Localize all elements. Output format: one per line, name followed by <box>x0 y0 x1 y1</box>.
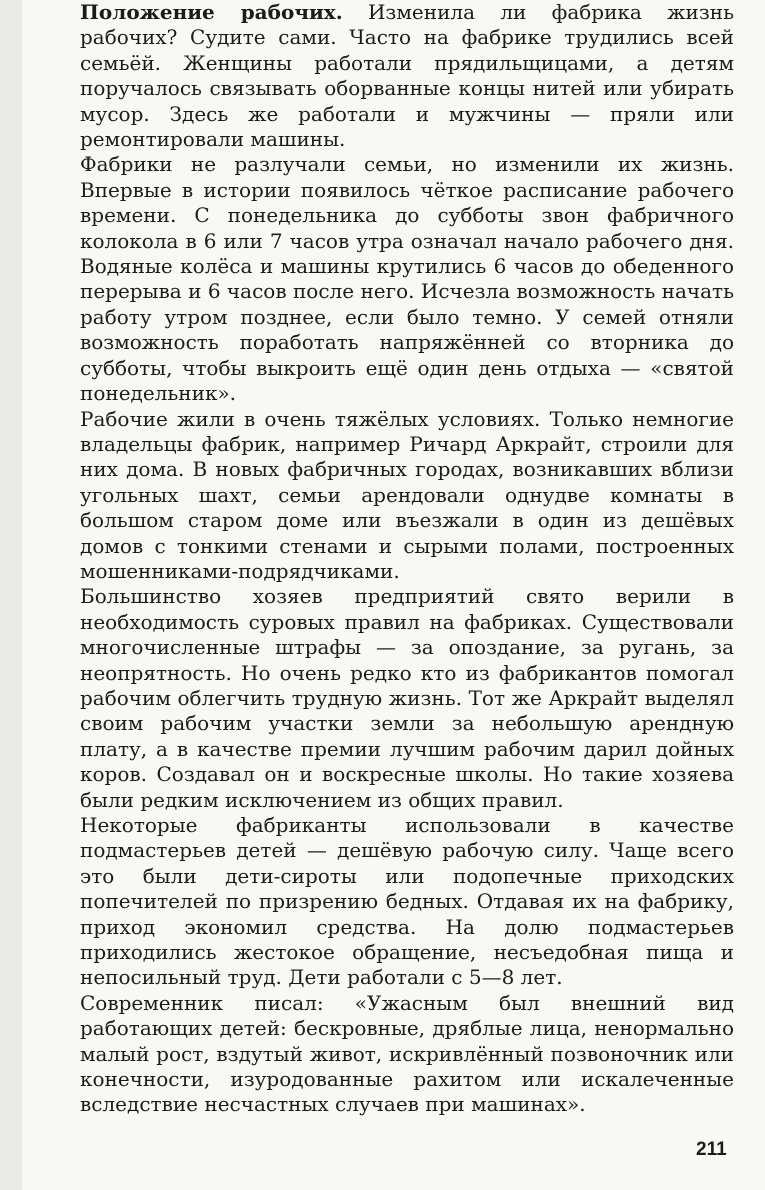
page-number: 211 <box>696 1139 727 1160</box>
paragraph-5: Некоторые фабриканты использовали в качестве подмастерьев детей — дешёвую рабочую силу. Чаще всего это были дети-сироты или подопечные приходских попечителей по призрению бедных. Отдавая их на фабрику, приход экономил средства. На долю подмастерьев приходились жестокое обращение, несъедобная пища и непосильный труд. Дети работали с 5—8 лет. <box>80 813 734 990</box>
paragraph-6: Современник писал: «Ужасным был внешний вид работающих детей: бескровные, дряблые лица, ненормально малый рост, вздутый живот, искривлённый позвоночник или конечности, изуродованные рахитом или искалеченные вследствие несчастных случаев при машинах». <box>80 990 734 1117</box>
paragraph-1 <box>80 0 734 152</box>
paragraph-1-text: Изменила ли фабрика жизнь рабочих? Судите сами. Часто на фабрике трудились всей семьёй. Женщины работали прядильщицами, а детям поручалось связывать оборванные концы нитей или убирать мусор. Здесь же работали и мужчины — пряли или ремонтировали машины. <box>80 0 735 152</box>
paragraph-2: Фабрики не разлучали семьи, но изменили их жизнь. Впервые в истории появилось чёткое расписание рабочего времени. С понедельника до субботы звон фабричного колокола в 6 или 7 часов утра означал начало рабочего дня. Водяные колёса и машины крутились 6 часов до обеденного перерыва и 6 часов после него. Исчезла возможность начать работу утром позднее, если было темно. У семей отняли возможность поработать напряжённей со вторника до субботы, чтобы выкроить ещё один день отдыха — «святой понедельник». <box>80 152 734 406</box>
page-edge <box>0 0 22 1190</box>
body-text <box>80 0 734 1118</box>
paragraph-4: Большинство хозяев предприятий свято верили в необходимость суровых правил на фабриках. Существовали многочисленные штрафы — за опоздание, за ругань, за неопрятность. Но очень редко кто из фабрикантов помогал рабочим облегчить трудную жизнь. Тот же Аркрайт выделял своим рабочим участки земли за небольшую арендную плату, а в качестве премии лучшим рабочим дарил дойных коров. Создавал он и воскресные школы. Но такие хозяева были редким исключением из общих правил. <box>80 584 734 812</box>
lead-heading: Положение рабочих. <box>80 0 343 24</box>
paragraph-3: Рабочие жили в очень тяжёлых условиях. Только немногие владельцы фабрик, например Ричард Аркрайт, строили для них дома. В новых фабричных городах, возникавших вблизи угольных шахт, семьи арендовали однудве комнаты в большом старом доме или въезжали в один из дешёвых домов с тонкими стенами и сырыми полами, построенных мошенниками-подрядчиками. <box>80 406 734 583</box>
